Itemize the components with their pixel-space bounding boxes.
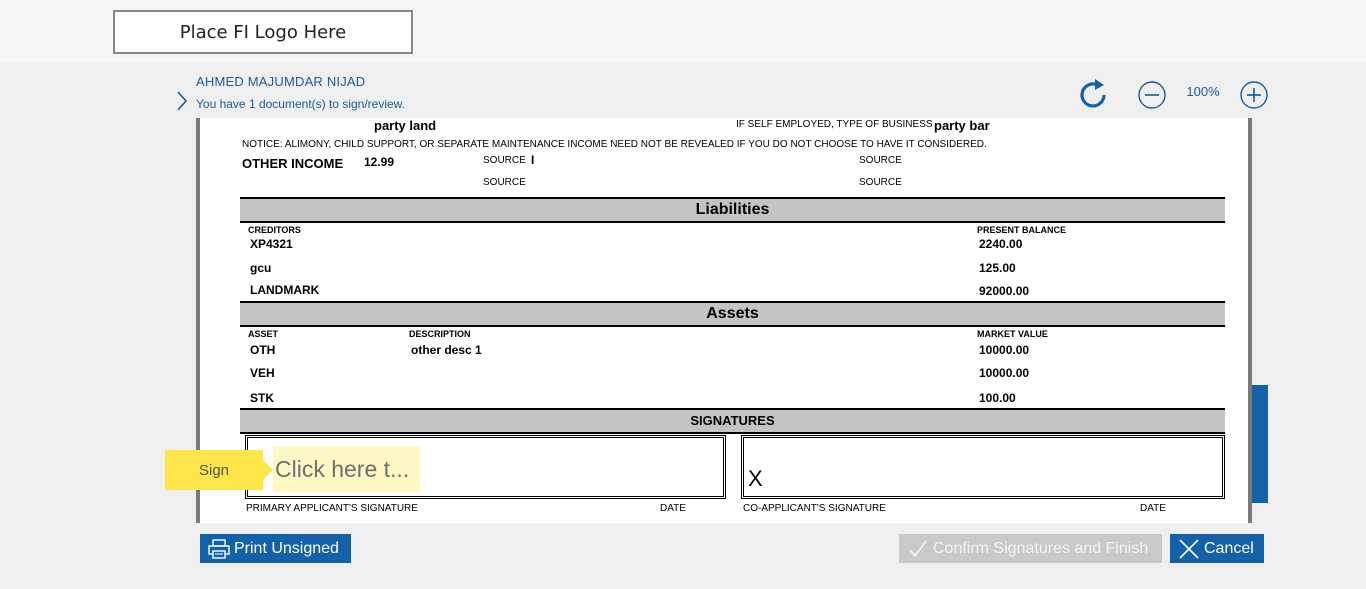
recipient-name: AHMED MAJUMDAR NIJAD [196,74,366,89]
primary-signature-label: PRIMARY APPLICANT'S SIGNATURE [246,503,418,514]
creditor-name: XP4321 [250,237,293,251]
printer-icon [208,539,230,559]
logo-placeholder: Place FI Logo Here [113,10,413,54]
asset-type: OTH [250,343,276,357]
cancel-label: Cancel [1204,539,1254,557]
business-type-label: IF SELF EMPLOYED, TYPE OF BUSINESS [736,119,933,130]
source-label: SOURCE [859,177,902,188]
zoom-out-icon[interactable] [1137,80,1167,110]
source-label: SOURCE [859,155,902,166]
confirm-signatures-button[interactable] [899,534,1162,563]
top-bar [0,0,1366,62]
zoom-in-icon[interactable] [1239,80,1269,110]
date-label: DATE [660,503,686,514]
creditors-label: CREDITORS [248,225,301,235]
co-signature-label: CO-APPLICANT'S SIGNATURE [743,503,886,514]
co-applicant-signature-box[interactable] [741,435,1225,499]
signature-x-mark: X [748,466,763,491]
chevron-right-icon[interactable] [175,90,189,112]
creditor-balance: 92000.00 [979,284,1030,298]
signatures-header: SIGNATURES [240,408,1225,434]
present-balance-label: PRESENT BALANCE [977,225,1067,235]
source-label: SOURCE [483,155,526,166]
asset-type: STK [250,391,274,405]
creditor-balance: 2240.00 [979,237,1023,251]
other-income-value: 12.99 [364,155,395,169]
rotate-icon[interactable] [1076,78,1110,112]
description-label: DESCRIPTION [409,329,471,339]
assets-header: Assets [240,301,1225,327]
creditor-name: gcu [250,261,272,275]
creditor-balance: 125.00 [979,261,1016,275]
signature-field[interactable]: Click here t... [273,446,420,492]
document-status: You have 1 document(s) to sign/review. [196,97,406,111]
liabilities-header: Liabilities [240,197,1225,223]
checkmark-icon [907,539,929,559]
sign-tag[interactable] [165,450,263,490]
asset-type: VEH [250,366,275,380]
date-label: DATE [1140,503,1166,514]
zoom-level: 100% [1186,84,1220,99]
print-label: Print Unsigned [234,539,339,557]
asset-label: ASSET [248,329,279,339]
confirm-label: Confirm Signatures and Finish [933,539,1149,557]
asset-value: 10000.00 [979,343,1030,357]
asset-value: 100.00 [979,391,1016,405]
employer-value: party land [374,118,437,133]
other-income-label: OTHER INCOME [242,156,344,171]
close-icon [1178,538,1200,560]
business-type-value: party bar [934,118,990,133]
source-value: I [531,153,535,167]
asset-value: 10000.00 [979,366,1030,380]
asset-description: other desc 1 [411,343,482,357]
creditor-name: LANDMARK [250,283,320,297]
market-value-label: MARKET VALUE [977,329,1048,339]
source-label: SOURCE [483,177,526,188]
cancel-button[interactable] [1170,534,1264,563]
sign-tag-label: Sign [198,461,230,479]
print-unsigned-button[interactable] [200,534,351,563]
side-scroll-tab[interactable] [1252,385,1268,503]
notice-text: NOTICE: ALIMONY, CHILD SUPPORT, OR SEPARATE MAINTENANCE INCOME NEED NOT BE REVEALED IF YOU DO NOT CHOOSE TO HAVE IT CONSIDERED. [242,139,987,150]
